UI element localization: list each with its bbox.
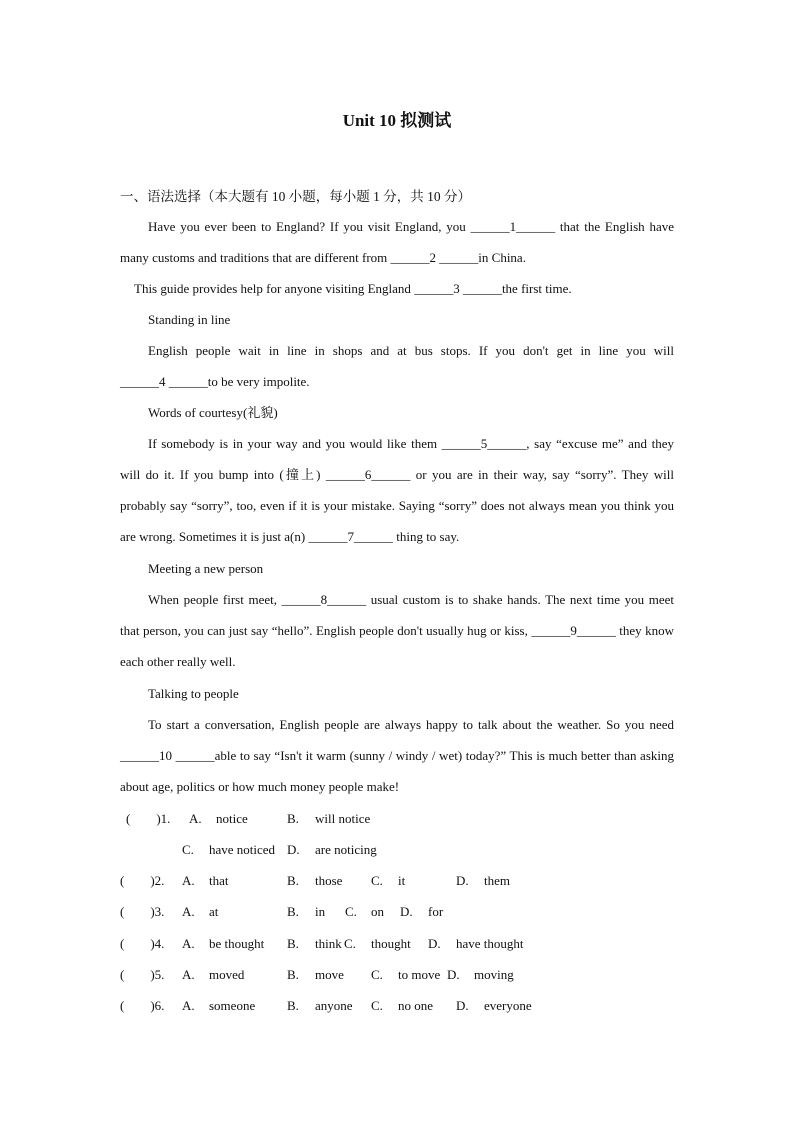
- option-label: B.: [287, 904, 299, 919]
- option-text: no one: [398, 998, 434, 1013]
- option-label: A.: [182, 873, 195, 888]
- text: English people wait in line in shops and at bus stops. If you don't get in line you will: [148, 343, 674, 358]
- option-text: in: [315, 904, 326, 919]
- option-text: have thought: [456, 936, 524, 951]
- option-text: on: [371, 904, 384, 919]
- text: that the English have many customs and traditions that are different from: [120, 219, 674, 265]
- text: To start a conversation, English people are always happy to talk about the weather. So you need: [148, 717, 674, 732]
- option-label: A.: [182, 967, 195, 982]
- answer-paren: ( )4.: [120, 936, 165, 951]
- option-label: C.: [371, 967, 383, 982]
- blank-6: ______6______: [325, 467, 411, 482]
- text: Have you ever been to England? If you visit England, you: [148, 219, 471, 234]
- text: the first time.: [501, 281, 572, 296]
- option-label: C.: [182, 842, 194, 857]
- answer-paren: ( )2.: [120, 873, 165, 888]
- option-label: B.: [287, 936, 299, 951]
- answer-paren: ( )1.: [126, 811, 171, 826]
- option-label: A.: [189, 811, 202, 826]
- text: usual custom is to shake hands. The next time you meet that person, you can just say “hello”. English people don't usually hug or kiss,: [120, 592, 674, 638]
- option-label: C.: [345, 904, 357, 919]
- option-text: those: [315, 873, 343, 888]
- text: they know each other really well.: [120, 623, 674, 669]
- text: able to say “Isn't it warm (sunny / windy / wet) today?” This is much better than asking about age, politics or how much money people make!: [120, 748, 675, 794]
- blank-9: ______9______: [531, 623, 616, 638]
- passage-paragraph-5: [120, 584, 674, 677]
- option-text: everyone: [484, 998, 532, 1013]
- subheading-meeting-a-new-person: Meeting a new person: [148, 561, 264, 576]
- blank-4: ______4 ______: [120, 374, 208, 389]
- blank-3: ______3 ______: [414, 281, 502, 296]
- option-text: moving: [474, 967, 514, 982]
- text: or you are in their way, say “sorry”. They will probably say “sorry”, too, even if it is your mistake. Saying “sorry” does not always mean you think you are wrong. Sometimes it is just a(n): [120, 467, 674, 544]
- option-text: are noticing: [315, 842, 377, 857]
- option-text: that: [209, 873, 229, 888]
- text: , say “excuse me” and they will do it. If you bump into (撞上): [120, 436, 674, 482]
- option-text: will notice: [315, 811, 371, 826]
- option-text: think: [315, 936, 342, 951]
- passage-paragraph-3: [120, 335, 674, 397]
- option-label: A.: [182, 936, 195, 951]
- option-text: move: [315, 967, 344, 982]
- option-text: them: [484, 873, 510, 888]
- option-text: be thought: [209, 936, 265, 951]
- option-label: D.: [400, 904, 413, 919]
- text: thing to say.: [392, 529, 460, 544]
- blank-8: ______8______: [281, 592, 367, 607]
- blank-2: ______2 ______: [390, 250, 479, 265]
- option-label: D.: [287, 842, 300, 857]
- option-label: D.: [456, 998, 469, 1013]
- answer-paren: ( )5.: [120, 967, 165, 982]
- option-text: it: [398, 873, 406, 888]
- option-label: D.: [428, 936, 441, 951]
- text: in China.: [478, 250, 526, 265]
- subheading-standing-in-line: Standing in line: [148, 312, 231, 327]
- option-text: for: [428, 904, 444, 919]
- option-label: D.: [456, 873, 469, 888]
- blank-5: ______5______: [441, 436, 527, 451]
- option-text: someone: [209, 998, 256, 1013]
- passage-paragraph-4: [120, 428, 674, 552]
- passage-paragraph-6: [120, 709, 674, 802]
- option-label: B.: [287, 967, 299, 982]
- option-text: notice: [216, 811, 248, 826]
- subheading-words-of-courtesy: Words of courtesy(礼貌): [148, 405, 278, 420]
- option-label: A.: [182, 904, 195, 919]
- answer-paren: ( )6.: [120, 998, 165, 1013]
- option-label: D.: [447, 967, 460, 982]
- option-text: thought: [371, 936, 411, 951]
- option-label: C.: [371, 873, 383, 888]
- subheading-talking-to-people: Talking to people: [148, 686, 239, 701]
- text: to be very impolite.: [207, 374, 310, 389]
- option-label: C.: [371, 998, 383, 1013]
- option-label: B.: [287, 811, 299, 826]
- page-title: Unit 10 拟测试: [342, 111, 452, 130]
- text: If somebody is in your way and you would like them: [148, 436, 442, 451]
- passage-paragraph-2: [134, 273, 674, 304]
- blank-10: ______10 ______: [120, 748, 215, 763]
- answer-paren: ( )3.: [120, 904, 165, 919]
- passage-paragraph-1: [120, 211, 674, 273]
- option-label: C.: [344, 936, 356, 951]
- option-text: have noticed: [209, 842, 276, 857]
- section-heading: 一、语法选择（本大题有 10 小题，每小题 1 分，共 10 分）: [120, 189, 471, 204]
- text: This guide provides help for anyone visiting England: [134, 281, 415, 296]
- blank-7: ______7______: [308, 529, 393, 544]
- option-text: moved: [209, 967, 245, 982]
- option-text: to move: [398, 967, 441, 982]
- option-text: at: [209, 904, 219, 919]
- option-label: B.: [287, 873, 299, 888]
- option-label: A.: [182, 998, 195, 1013]
- blank-1: ______1______: [470, 219, 556, 234]
- option-text: anyone: [315, 998, 353, 1013]
- option-label: B.: [287, 998, 299, 1013]
- text: When people first meet,: [148, 592, 282, 607]
